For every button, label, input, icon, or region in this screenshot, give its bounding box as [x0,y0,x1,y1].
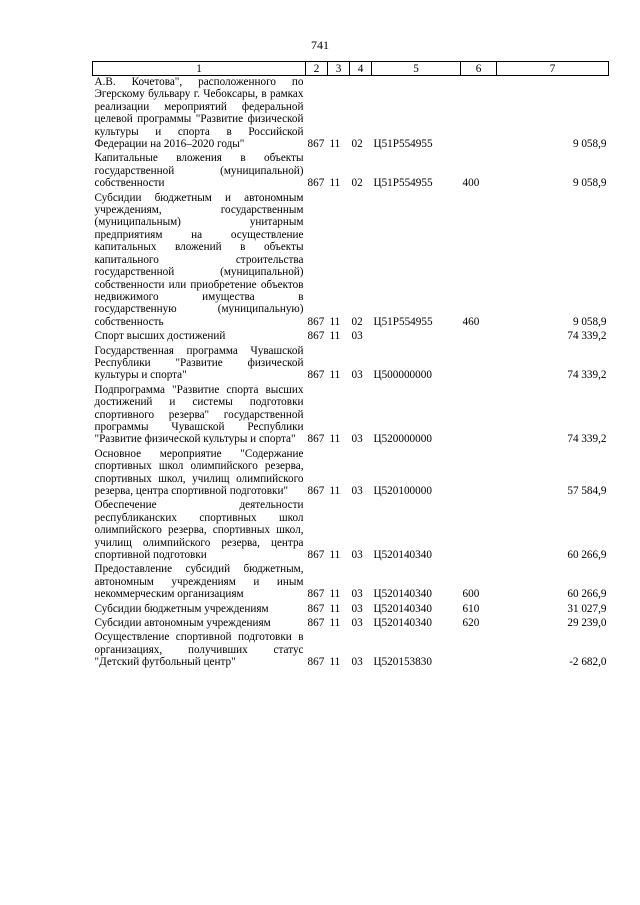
row-amount: 74 339,2 [567,369,607,382]
row-grbs: 867 [307,330,325,343]
table-row [93,345,609,384]
row-target-article: Ц500000000 [373,369,432,382]
row-section: 11 [329,138,341,151]
row-subsection: 03 [351,433,363,446]
table-body [93,76,609,671]
row-grbs: 867 [307,138,325,151]
row-name: Субсидии бюджетным учреждениям [94,602,269,615]
row-expense-type: 620 [462,617,480,630]
row-amount: 74 339,2 [567,330,607,343]
row-amount: 57 584,9 [567,485,607,497]
table-row [93,603,609,617]
row-name: Подпрограмма "Развитие спорта высших достижений и системы подготовки спортивного резерва" государственной программы Чувашской Республики "Развитие физической культуры и спорта" [94,383,304,446]
row-grbs: 867 [307,588,325,601]
row-section: 11 [329,617,341,630]
row-name: Субсидии автономным учреждениям [94,617,271,630]
row-amount: -2 682,0 [569,656,607,669]
header-col-6: 6 [461,62,497,76]
table-row [93,330,609,344]
row-subsection: 03 [351,617,363,630]
row-subsection: 02 [351,315,363,328]
row-target-article: Ц51Р554955 [373,138,433,151]
table-row [93,192,609,330]
row-target-article: Ц520100000 [373,485,432,497]
row-subsection: 03 [351,549,363,562]
row-expense-type: 610 [462,602,480,615]
row-expense-type [461,76,497,153]
table-row [93,384,609,448]
row-target-article: Ц520140340 [373,617,432,630]
row-name: Обеспечение деятельности республиканских спортивных школ олимпийского резерва, спортивных школ, училищ олимпийского резерва, центра спортивной подготовки [94,499,304,562]
row-target-article: Ц520140340 [373,549,432,562]
row-subsection: 03 [351,602,363,615]
row-section: 11 [329,369,341,382]
row-target-article: Ц520140340 [373,602,432,615]
row-expense-type: 600 [462,588,480,601]
row-name: Основное мероприятие "Содержание спортивных школ олимпийского резерва, спортивных школ, училищ олимпийского резерва, центра спортивной подготовки" [94,447,304,497]
table-row [93,448,609,500]
row-amount: 60 266,9 [567,549,607,562]
row-expense-type [461,345,497,384]
row-amount: 31 027,9 [567,602,607,615]
row-grbs: 867 [307,433,325,446]
table-row [93,631,609,670]
table-row [93,152,609,191]
row-subsection: 02 [351,138,363,151]
row-grbs: 867 [307,315,325,328]
header-col-5: 5 [372,62,461,76]
row-expense-type: 460 [462,315,480,328]
row-section: 11 [329,485,341,497]
row-section: 11 [329,549,341,562]
row-grbs: 867 [307,617,325,630]
row-amount: 60 266,9 [567,588,607,601]
table-header-row [93,62,609,76]
row-name: А.В. Кочетова", расположенного по Эгерскому бульвару г. Чебоксары, в рамках реализации мероприятий федеральной целевой программы "Развитие физической культуры и спорта в Российской Федерации на 2016–2020 годы" [94,76,304,151]
row-expense-type [461,631,497,670]
row-section: 11 [329,602,341,615]
table-row [93,563,609,602]
row-subsection: 03 [351,588,363,601]
row-name: Осуществление спортивной подготовки в организациях, получивших статус "Детский футбольный центр" [94,631,304,669]
header-col-2: 2 [306,62,328,76]
table-row [93,499,609,563]
header-col-1: 1 [93,62,306,76]
header-col-4: 4 [350,62,372,76]
row-target-article: Ц51Р554955 [373,177,433,190]
row-name: Субсидии бюджетным и автономным учреждениям, государственным (муниципальным) унитарным предприятиям на осуществление капитальных вложений в объекты капитального строительства государственной (муниципальной) собственности или приобретение объектов недвижимого имущества в государственную (муниципальную) собственность [94,191,304,328]
row-subsection: 02 [351,177,363,190]
row-amount: 9 058,9 [572,315,607,328]
header-col-7: 7 [497,62,609,76]
row-name: Спорт высших достижений [94,330,226,343]
row-grbs: 867 [307,369,325,382]
row-expense-type [461,448,497,500]
row-grbs: 867 [307,177,325,190]
row-name: Капитальные вложения в объекты государственной (муниципальной) собственности [94,152,304,190]
row-expense-type [461,499,497,563]
row-subsection: 03 [351,330,363,343]
row-target-article: Ц51Р554955 [373,315,433,328]
row-amount: 9 058,9 [572,177,607,190]
row-expense-type: 400 [462,177,480,190]
row-grbs: 867 [307,485,325,497]
row-amount: 74 339,2 [567,433,607,446]
row-target-article [372,330,461,344]
row-grbs: 867 [307,549,325,562]
row-section: 11 [329,656,341,669]
row-name: Государственная программа Чувашской Республики "Развитие физической культуры и спорта" [94,344,304,382]
budget-table [92,61,609,671]
row-section: 11 [329,177,341,190]
row-amount: 29 239,0 [567,617,607,630]
row-name: Предоставление субсидий бюджетным, автономным учреждениям и иным некоммерческим организациям [94,563,304,601]
table-row [93,617,609,631]
row-subsection: 03 [351,485,363,497]
row-grbs: 867 [307,656,325,669]
row-target-article: Ц520140340 [373,588,432,601]
row-expense-type [461,330,497,344]
row-subsection: 03 [351,369,363,382]
row-section: 11 [329,315,341,328]
row-section: 11 [329,588,341,601]
row-amount: 9 058,9 [572,138,607,151]
row-expense-type [461,384,497,448]
row-target-article: Ц520153830 [373,656,432,669]
row-target-article: Ц520000000 [373,433,432,446]
row-section: 11 [329,330,341,343]
row-grbs: 867 [307,602,325,615]
table-row [93,76,609,153]
page-number: 741 [311,38,329,52]
row-subsection: 03 [351,656,363,669]
row-section: 11 [329,433,341,446]
header-col-3: 3 [328,62,350,76]
